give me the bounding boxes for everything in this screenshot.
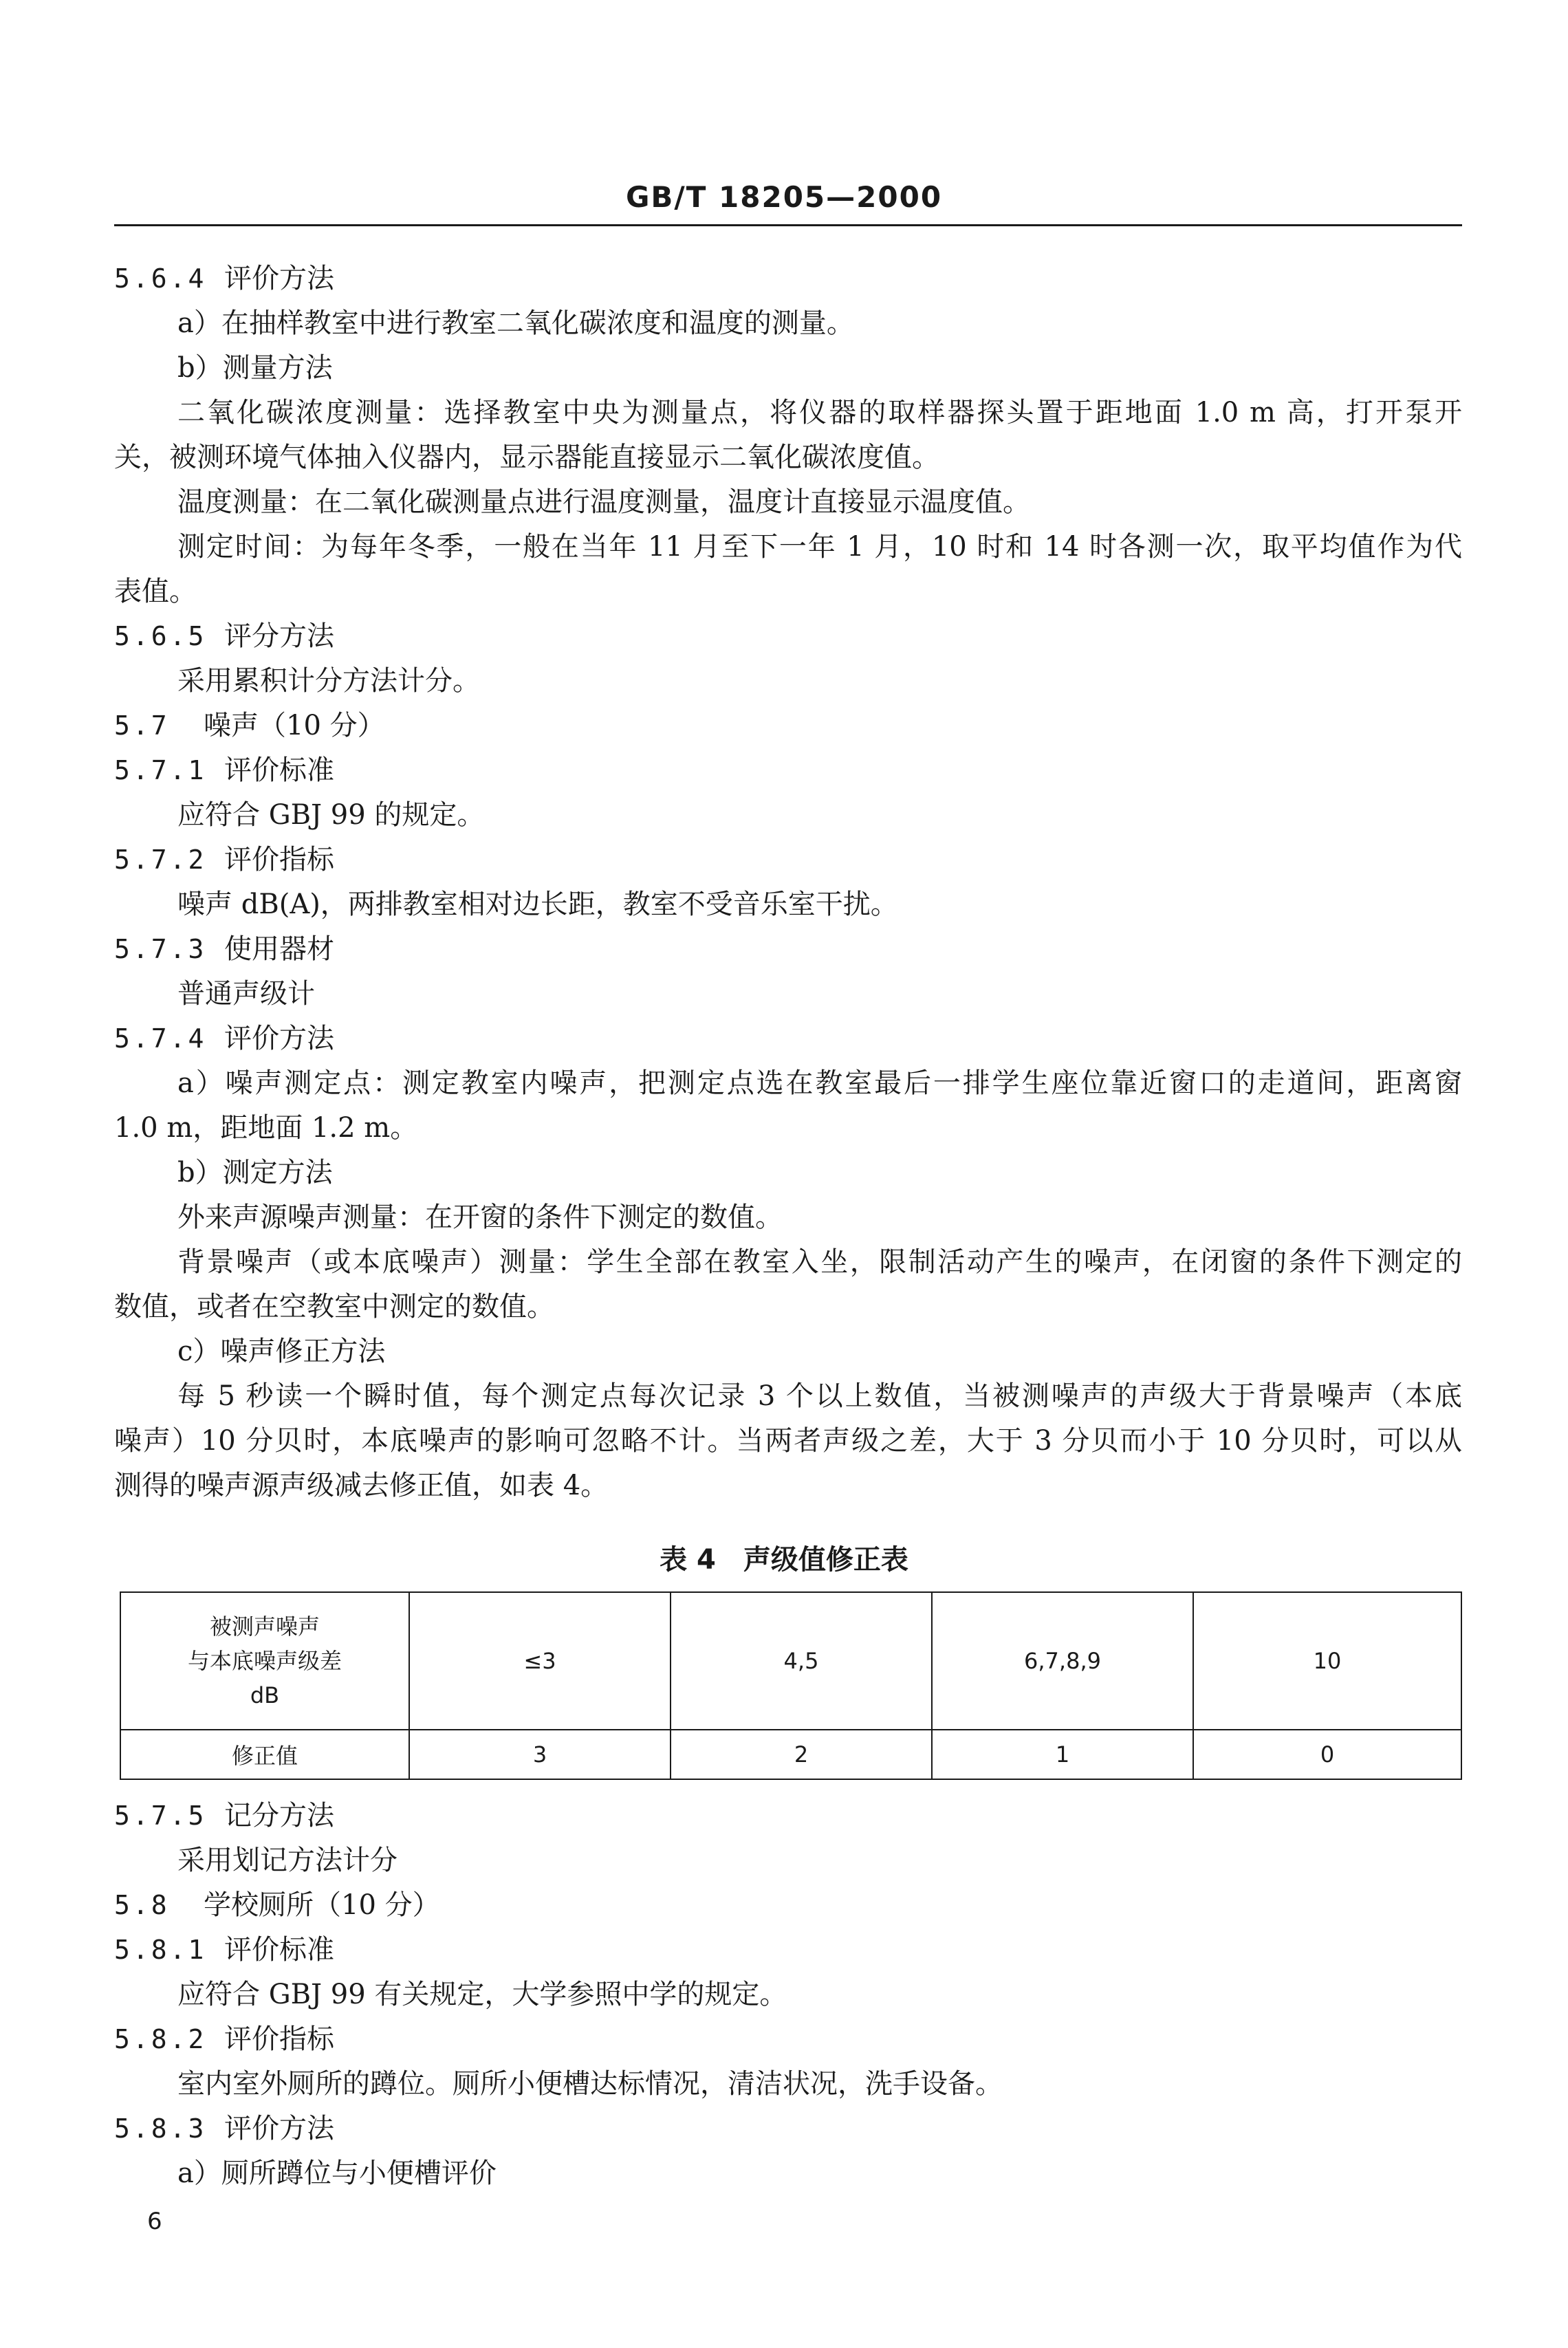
section-number: 5.7.1 xyxy=(114,755,207,785)
paragraph-line: 测定时间：为每年冬季，一般在当年 11 月至下一年 1 月，10 时和 14 时各测一次，取平均值作为代 xyxy=(177,531,1462,563)
section-title: 学校厕所（10 分） xyxy=(204,1889,440,1921)
table-cell: ≤3 xyxy=(409,1592,671,1730)
section-number: 5.8.3 xyxy=(114,2113,207,2144)
item-a: a）厕所蹲位与小便槽评价 xyxy=(177,2157,497,2189)
page-number: 6 xyxy=(147,2208,162,2235)
paragraph-line: 应符合 GBJ 99 有关规定，大学参照中学的规定。 xyxy=(177,1979,787,2010)
section-heading-5-7-5 xyxy=(114,1795,1568,1836)
section-heading-5-7-4 xyxy=(114,1018,1568,1059)
item-c: c）噪声修正方法 xyxy=(177,1336,386,1367)
section-number: 5.6.5 xyxy=(114,621,207,651)
section-title: 评价指标 xyxy=(224,2023,334,2055)
paragraph-line: 表值。 xyxy=(114,576,197,607)
table-cell: 4,5 xyxy=(671,1592,932,1730)
section-title: 评价标准 xyxy=(224,1934,334,1966)
section-heading-5-8-3 xyxy=(114,2108,1568,2149)
header-rule xyxy=(114,224,1462,226)
paragraph-line: 1.0 m，距地面 1.2 m。 xyxy=(114,1112,418,1144)
table-cell: 2 xyxy=(671,1730,932,1779)
section-title: 评价方法 xyxy=(224,2113,334,2144)
row-header-cell xyxy=(120,1592,409,1730)
paragraph-line: 采用累积计分方法计分。 xyxy=(177,665,480,697)
section-title: 评价方法 xyxy=(224,263,334,294)
section-number: 5.8 xyxy=(114,1890,170,1920)
section-number: 5.8.1 xyxy=(114,1935,207,1965)
standard-number-header: GB/T 18205—2000 xyxy=(625,180,943,214)
section-heading-5-8-1 xyxy=(114,1929,1568,1970)
section-heading-5-8 xyxy=(114,1884,1568,1926)
table-row xyxy=(120,1592,1461,1730)
section-title: 评分方法 xyxy=(224,620,334,652)
section-number: 5.7.2 xyxy=(114,845,207,875)
header-label-line: 与本底噪声级差 xyxy=(187,1648,342,1674)
section-number: 5.7.4 xyxy=(114,1023,207,1054)
paragraph-line: 外来声源噪声测量：在开窗的条件下测定的数值。 xyxy=(177,1202,783,1233)
section-number: 5.6.4 xyxy=(114,263,207,294)
section-number: 5.7 xyxy=(114,710,170,741)
paragraph-line: 普通声级计 xyxy=(177,978,315,1010)
paragraph-line: 采用划记方法计分 xyxy=(177,1845,398,1876)
paragraph-line: 噪声）10 分贝时，本底噪声的影响可忽略不计。当两者声级之差，大于 3 分贝而小于 10 分贝时，可以从 xyxy=(114,1425,1462,1457)
paragraph-line: 背景噪声（或本底噪声）测量：学生全部在教室入坐，限制活动产生的噪声，在闭窗的条件下测定的 xyxy=(177,1246,1462,1278)
paragraph-line: 二氧化碳浓度测量：选择教室中央为测量点，将仪器的取样器探头置于距地面 1.0 m 高，打开泵开 xyxy=(177,397,1462,428)
table-cell: 1 xyxy=(932,1730,1193,1779)
table-cell: 0 xyxy=(1193,1730,1461,1779)
paragraph-line: 应符合 GBJ 99 的规定。 xyxy=(177,799,485,831)
table-cell: 3 xyxy=(409,1730,671,1779)
paragraph-line: 温度测量：在二氧化碳测量点进行温度测量，温度计直接显示温度值。 xyxy=(177,486,1030,518)
item-b: b）测定方法 xyxy=(177,1157,333,1188)
row-header-cell: 修正值 xyxy=(120,1730,409,1779)
paragraph-line: 每 5 秒读一个瞬时值，每个测定点每次记录 3 个以上数值，当被测噪声的声级大于背景噪声（本底 xyxy=(177,1380,1462,1412)
item-a: a）在抽样教室中进行教室二氧化碳浓度和温度的测量。 xyxy=(177,307,854,339)
section-heading-5-6-5 xyxy=(114,616,1568,657)
table-row xyxy=(120,1730,1461,1779)
section-number: 5.8.2 xyxy=(114,2024,207,2054)
paragraph-line: 测得的噪声源声级减去修正值，如表 4。 xyxy=(114,1470,609,1501)
table-caption xyxy=(0,1539,1568,1580)
item-a: a）噪声测定点：测定教室内噪声，把测定点选在教室最后一排学生座位靠近窗口的走道间，距离窗 xyxy=(177,1067,1462,1099)
section-number: 5.7.5 xyxy=(114,1801,207,1831)
correction-table xyxy=(120,1591,1462,1780)
section-heading-5-6-4 xyxy=(114,258,1568,299)
header-label-unit: dB xyxy=(250,1682,280,1708)
section-title: 噪声（10 分） xyxy=(204,710,385,741)
section-number: 5.7.3 xyxy=(114,934,207,964)
paragraph-line: 关，被测环境气体抽入仪器内，显示器能直接显示二氧化碳浓度值。 xyxy=(114,442,939,473)
paragraph-line: 数值，或者在空教室中测定的数值。 xyxy=(114,1291,554,1323)
table-cell: 6,7,8,9 xyxy=(932,1592,1193,1730)
section-heading-5-8-2 xyxy=(114,2019,1568,2060)
paragraph-line: 噪声 dB(A)，两排教室相对边长距，教室不受音乐室干扰。 xyxy=(177,889,898,920)
paragraph-line: 室内室外厕所的蹲位。厕所小便槽达标情况，清洁状况，洗手设备。 xyxy=(177,2068,1003,2100)
section-heading-5-7-2 xyxy=(114,839,1568,880)
table-title: 声级值修正表 xyxy=(743,1544,908,1576)
section-title: 记分方法 xyxy=(224,1800,334,1831)
item-b: b）测量方法 xyxy=(177,352,333,384)
section-heading-5-7-3 xyxy=(114,928,1568,970)
section-heading-5-7-1 xyxy=(114,750,1568,791)
header-label-line: 被测声噪声 xyxy=(209,1613,320,1640)
section-title: 使用器材 xyxy=(224,933,334,965)
table-cell: 10 xyxy=(1193,1592,1461,1730)
table-number: 表 4 xyxy=(660,1544,716,1576)
section-title: 评价标准 xyxy=(224,754,334,786)
section-title: 评价指标 xyxy=(224,844,334,876)
section-title: 评价方法 xyxy=(224,1023,334,1054)
section-heading-5-7 xyxy=(114,705,1568,746)
